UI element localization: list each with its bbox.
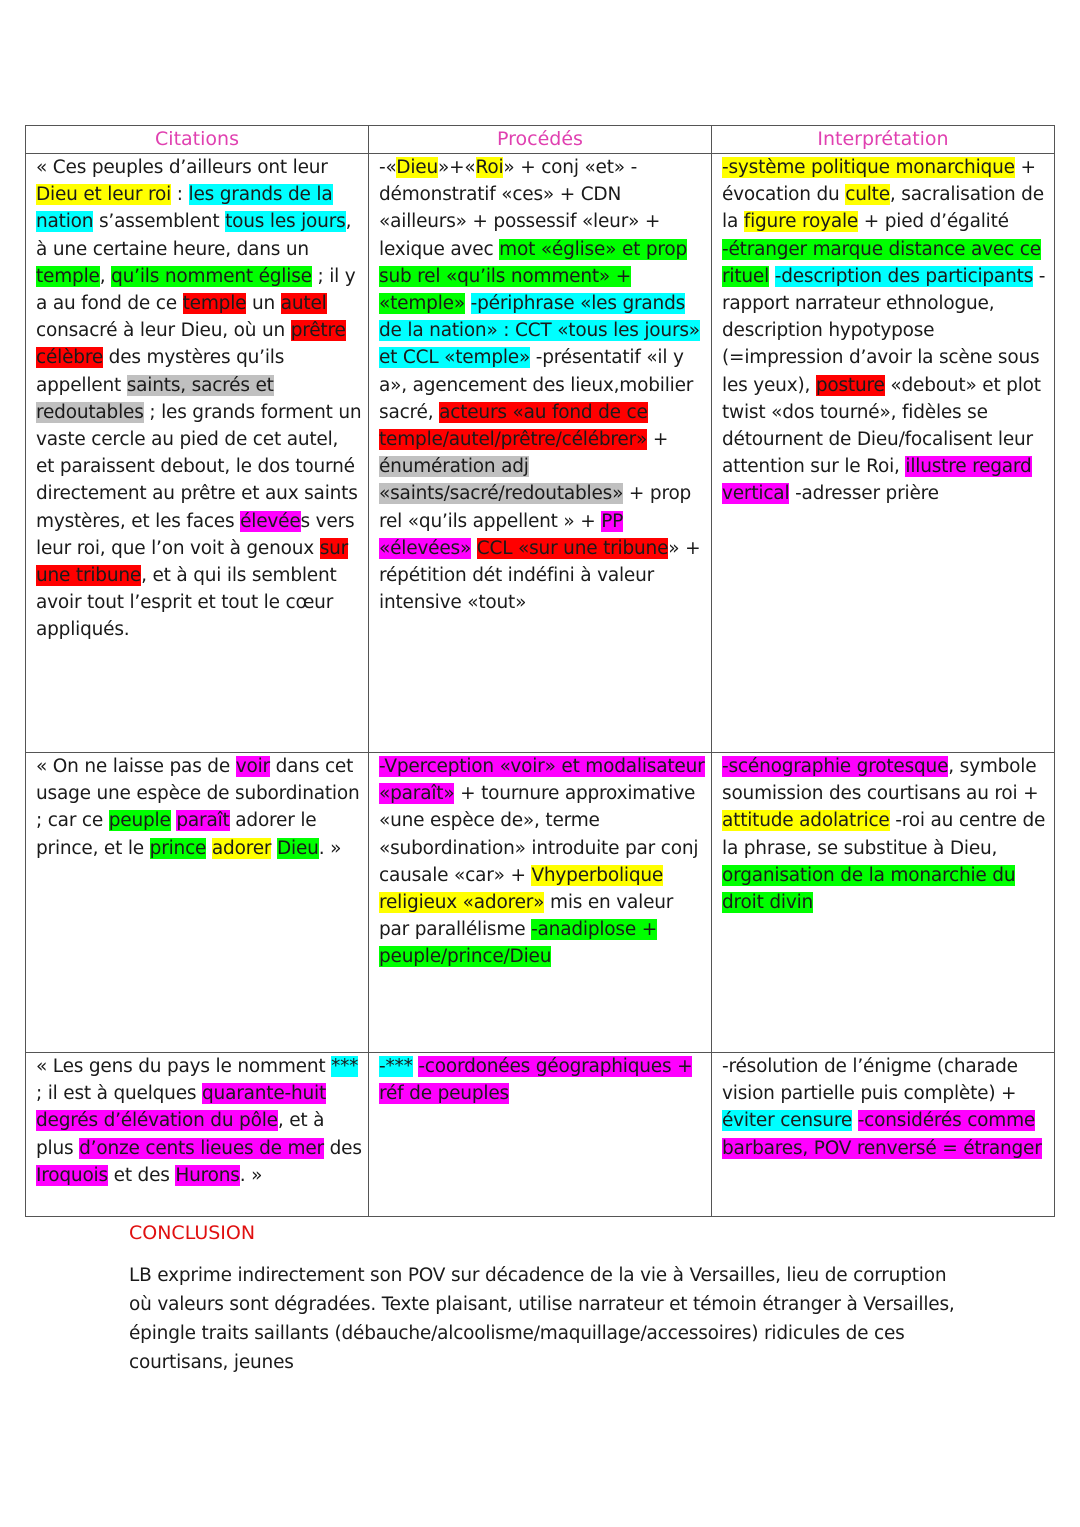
text-segment: , et à plus [36,1110,325,1159]
procedes-cell [369,154,712,753]
highlighted-text: élevée [240,510,301,532]
header-citations: Citations [26,126,369,154]
highlighted-text: énumération adj «saints/sacré/redoutables» [379,456,624,505]
text-segment [465,293,471,314]
highlighted-text: prêtre [290,320,346,342]
highlighted-text: Vhyperbolique religieux «adorer» [379,864,664,914]
highlighted-text: d’onze cents lieues de mer [79,1137,324,1159]
header-procedes: Procédés [369,126,712,154]
highlighted-text: sur une tribune [36,537,349,587]
text-segment: adorer le prince, et le [36,810,317,859]
highlighted-text: Hurons [175,1164,240,1186]
highlighted-text: Iroquois [36,1164,108,1186]
highlighted-text: Dieu et leur roi [36,184,172,206]
highlighted-text: peuple [108,810,171,832]
text-segment: -résolution de l’énigme (charade vision partielle puis complète) + [722,1056,1018,1105]
highlighted-text: -système politique monarchique [722,157,1015,178]
text-segment: . » [239,1164,263,1186]
highlighted-text: saints, sacrés et redoutables [36,374,274,423]
highlighted-text: -périphrase «les grands de la nation» : CCT «tous les jours» et CCL «temple» [379,293,700,369]
header-interpretation: Interprétation [712,126,1055,154]
text-segment: des [323,1137,362,1159]
text-segment: -adresser prière [789,483,939,505]
table-header-row [26,126,1055,154]
text-segment: + pied d’égalité [858,211,1009,233]
conclusion-section [129,1220,959,1377]
highlighted-text: éviter censure [722,1110,853,1132]
conclusion-title: CONCLUSION [129,1222,256,1244]
highlighted-text: attitude adolatrice [722,810,890,832]
table-row [26,753,1055,1053]
citation-cell [26,154,369,753]
text-segment [769,266,775,287]
text-segment: »+« [437,157,476,178]
highlighted-text: -anadiplose + peuple/prince/Dieu [379,919,658,968]
interpretation-cell [712,1053,1055,1217]
highlighted-text: culte [845,184,890,206]
text-segment: «debout» et plot twist «dos tourné», fidèles se détournent de Dieu/focalisent leur attention sur le Roi, [722,374,1041,478]
interpretation-cell [712,753,1055,1053]
highlighted-text: acteurs «au fond de ce temple/autel/prêtre/célébrer» [379,401,648,451]
text-segment: + évocation du [722,157,1036,206]
highlighted-text: figure royale [743,211,859,233]
highlighted-text: -coordonées géographiques + réf de peuples [379,1056,693,1105]
conclusion-text: LB exprime indirectement son POV sur décadence de la vie à Versailles, lieu de corruption où valeurs sont dégradées. Texte plaisant, utilise narrateur et témoin étranger à Versailles, épingle traits saillants (débauche/alcoolisme/maquillage/accessoires) ridicules de ces courtisans, jeunes [129,1265,955,1373]
highlighted-text: prince [149,837,207,859]
table-row [26,154,1055,753]
highlighted-text: tous les jours [225,211,346,233]
text-segment [852,1110,858,1131]
highlighted-text: -étranger marque distance avec ce rituel [722,238,1041,287]
text-segment: mis en valeur par parallélisme [379,892,674,941]
highlighted-text: autel [280,293,327,315]
text-segment: un [246,293,281,315]
text-segment: » + répétition dét indéfini à valeur intensive «tout» [379,537,701,614]
text-segment: -présentatif «il y a», agencement des lieux,mobilier sacré, [379,347,694,423]
highlighted-text: -considérés comme barbares, POV renversé = étranger [722,1110,1042,1159]
highlighted-text: quarante-huit degrés d’élévation du pôle [36,1083,327,1132]
text-segment: ; il y a au fond de ce [36,265,356,315]
text-segment: , et à qui ils semblent avoir tout l’esprit et tout le cœur appliqués. [36,565,337,641]
highlighted-text: voir [235,756,270,777]
text-segment: s’assemblent [93,211,226,233]
highlighted-text: -*** [379,1056,413,1077]
text-segment: » + conj «et» -démonstratif «ces» + CDN «ailleurs» + possessif «leur» + lexique avec [379,157,661,260]
highlighted-text: adorer [211,837,272,859]
highlighted-text: CCL «sur une tribune [476,537,669,559]
highlighted-text: qu’ils nomment église [111,265,312,287]
text-segment: : [171,184,189,206]
text-segment: des mystères qu’ils appellent [36,347,285,396]
analysis-table [25,125,1055,1217]
highlighted-text: mot «église» et prop sub rel «qu’ils nomment» + «temple» [379,238,688,315]
highlighted-text: -description des participants [774,265,1034,287]
highlighted-text: les grands de la nation [36,184,333,233]
interpretation-cell [712,154,1055,753]
text-segment: et des [107,1164,176,1186]
analysis-table-wrapper [25,125,1055,1217]
text-segment: + prop rel «qu’ils appellent » + [379,483,692,532]
highlighted-text: -scénographie grotesque [722,756,949,777]
text-segment: , à une certaine heure, dans un [36,211,352,260]
highlighted-text: Dieu [396,157,438,178]
text-segment: « Ces peuples d’ailleurs ont leur [36,157,328,178]
text-segment: . » [318,837,342,859]
highlighted-text: -Vperception «voir» et modalisateur «paraît» [379,756,705,805]
text-segment: , sacralisation de la [722,184,1044,233]
highlighted-text: paraît [176,810,230,832]
text-segment: « Les gens du pays le nomment [36,1056,332,1077]
text-segment: + [647,429,669,451]
highlighted-text: PP «élevées» [379,510,624,559]
highlighted-text: célèbre [36,347,103,369]
table-row [26,1053,1055,1217]
text-segment: -« [379,157,397,178]
text-segment: + tournure approximative «une espèce de», terme «subordination» introduite par conj causale «car» + [379,783,699,886]
highlighted-text: Dieu [277,837,319,859]
text-segment: ; les grands forment un vaste cercle au pied de cet autel, et paraissent debout, le dos tourné directement au prêtre et aux saints mystères, et les faces [36,401,362,532]
text-segment [471,538,477,559]
highlighted-text: Roi [475,157,504,178]
highlighted-text: *** [331,1056,359,1077]
citation-cell [26,1053,369,1217]
highlighted-text: temple [36,265,100,287]
text-segment: , symbole soumission des courtisans au roi + [722,756,1039,805]
text-segment: -roi au centre de la phrase, se substitue à Dieu, [722,810,1046,859]
text-segment: consacré à leur Dieu, où un [36,320,291,342]
text-segment: , [99,265,112,287]
highlighted-text: illustre regard vertical [722,456,1032,505]
text-segment: « On ne laisse pas de [36,756,236,777]
text-segment: s vers leur roi, que l’on voit à genoux [36,510,355,559]
text-segment: -rapport narrateur ethnologue, description hypotypose (=impression d’avoir la scène sous les yeux), [722,265,1046,396]
procedes-cell [369,1053,712,1217]
highlighted-text: organisation de la monarchie du droit divin [722,864,1016,914]
text-segment: dans cet usage une espèce de subordination ; car ce [36,756,360,832]
procedes-cell [369,753,712,1053]
text-segment: ; il est à quelques [36,1083,203,1105]
citation-cell [26,753,369,1053]
highlighted-text: temple [182,293,247,315]
highlighted-text: posture [815,374,885,396]
